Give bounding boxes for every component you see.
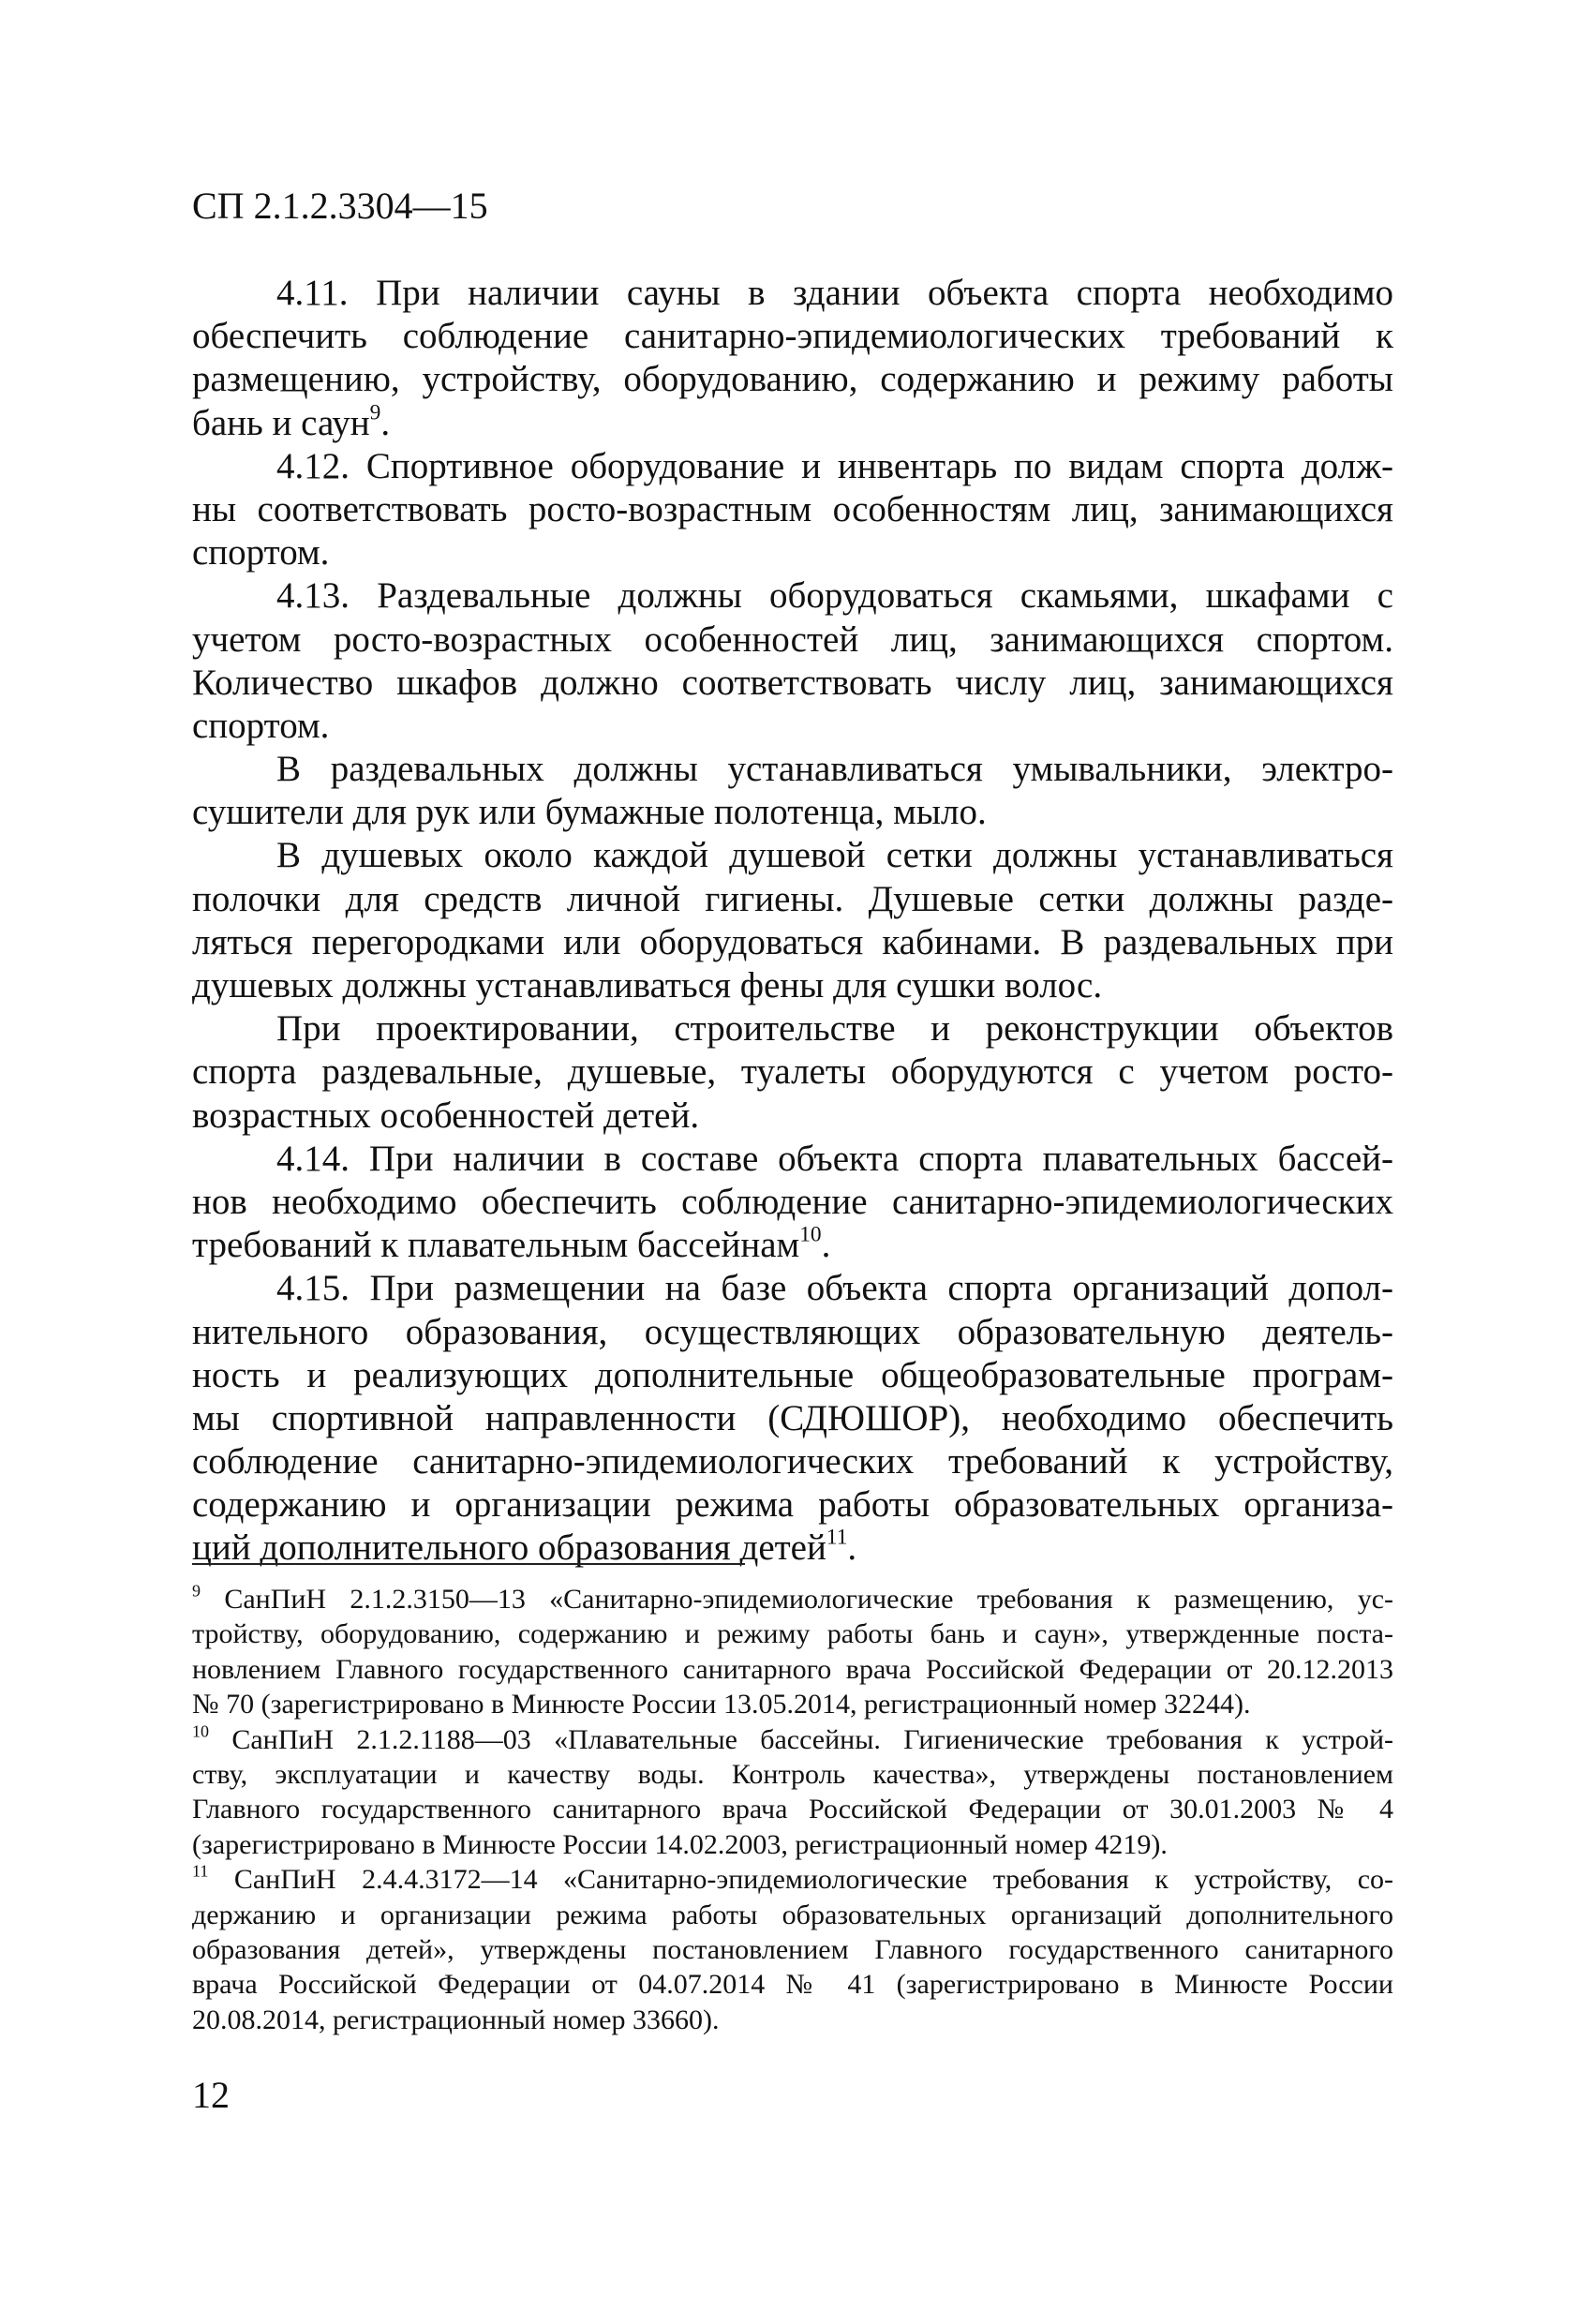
text-line: требований к плавательным бассейнам$^{10}$. [192, 1222, 831, 1266]
paragraph [192, 748, 1393, 834]
text-line: ны соответствовать росто-возрастным особенностям лиц, занимающихся [192, 488, 1393, 529]
paragraph [192, 1007, 1393, 1138]
paragraph [192, 574, 1393, 748]
text-line: полочки для средств личной гигиены. Душевые сетки должны разде- [192, 878, 1393, 919]
text-line: бань и саун$^9$. [192, 400, 391, 443]
text-line: 4.13. Раздевальные должны оборудоваться скамьями, шкафами с [276, 575, 1393, 617]
text-line: обеспечить соблюдение санитарно-эпидемиологических требований к [192, 316, 1393, 357]
text-line: спортом. [192, 705, 330, 746]
text-line: содержанию и организации режима работы образовательных организа- [192, 1484, 1393, 1526]
footnote [192, 1722, 1393, 1863]
footnote-line: врача Российской Федерации от 04.07.2014 № 41 (зарегистрировано в Минюсте России [192, 1969, 1393, 2001]
text-line: 4.12. Спортивное оборудование и инвентарь по видам спорта долж- [276, 445, 1393, 486]
text-line: возрастных особенностей детей. [192, 1095, 700, 1136]
text-line: ность и реализующих дополнительные общеобразовательные програм- [192, 1354, 1393, 1395]
page-number: 12 [192, 2074, 230, 2116]
paragraph [192, 1138, 1393, 1268]
text-line: 4.14. При наличии в составе объекта спорта плавательных бассей- [276, 1138, 1393, 1179]
footnote-line: 20.08.2014, регистрационный номер 33660). [192, 2004, 720, 2035]
footnote-ref: 10 [799, 1222, 822, 1247]
paragraph [192, 445, 1393, 575]
paragraph [192, 272, 1393, 445]
footnote-line: образования детей», утверждены постановлением Главного государственного санитарного [192, 1933, 1393, 1965]
footnote-ref: 11 [826, 1526, 848, 1551]
text-line: Количество шкафов должно соответствовать числу лиц, занимающихся [192, 662, 1393, 703]
text-line: 4.15. При размещении на базе объекта спорта организаций допол- [276, 1268, 1393, 1309]
text-line: мы спортивной направленности (СДЮШОР), необходимо обеспечить [192, 1397, 1393, 1438]
text-line: сушители для рук или бумажные полотенца, мыло. [192, 792, 987, 833]
footnote-line: тройству, оборудованию, содержанию и режиму работы бань и саун», утвержденные поста- [192, 1618, 1393, 1650]
footnote-line: (зарегистрировано в Минюсте России 14.02.2003, регистрационный номер 4219). [192, 1828, 1168, 1860]
document-header: СП 2.1.2.3304—15 [192, 185, 488, 227]
document-body [192, 272, 1393, 1571]
footnote-separator [192, 1563, 745, 1565]
text-line: нительного образования, осуществляющих образовательную деятель- [192, 1311, 1393, 1352]
paragraph [192, 834, 1393, 1007]
footnote-line: держанию и организации режима работы образовательных организаций дополнительного [192, 1899, 1393, 1930]
text-line: размещению, устройству, оборудованию, содержанию и режиму работы [192, 359, 1393, 400]
footnote-line: $^{11}$ СанПиН 2.4.4.3172—14 «Санитарно-эпидемиологические требования к устройству, со- [192, 1861, 1394, 1896]
footnote-line: новлением Главного государственного санитарного врача Российской Федерации от 20.12.2013 [192, 1653, 1393, 1685]
footnote-line: $^{10}$ СанПиН 2.1.2.1188—03 «Плавательные бассейны. Гигиенические требования к устрой- [192, 1721, 1394, 1755]
text-line: ляться перегородками или оборудоваться кабинами. В раздевальных при [192, 921, 1393, 962]
footnote-line: ству, эксплуатации и качеству воды. Контроль качества», утверждены постановлением [192, 1758, 1393, 1790]
footnote-number: 10 [192, 1721, 209, 1740]
footnote-line: $^9$ СанПиН 2.1.2.3150—13 «Санитарно-эпидемиологические требования к размещению, ус- [192, 1581, 1394, 1615]
text-line: учетом росто-возрастных особенностей лиц, занимающихся спортом. [192, 618, 1393, 660]
footnote [192, 1582, 1393, 1722]
text-line: спортом. [192, 532, 330, 574]
footnote-number: 11 [192, 1861, 209, 1881]
footnote-number: 9 [192, 1581, 201, 1601]
footnote-ref: 9 [369, 400, 381, 425]
footnotes [192, 1582, 1393, 2037]
footnote-line: № 70 (зарегистрировано в Минюсте России 13.05.2014, регистрационный номер 32244). [192, 1689, 1251, 1721]
footnote-line: Главного государственного санитарного врача Российской Федерации от 30.01.2003 № 4 [192, 1794, 1393, 1825]
text-line: При проектировании, строительстве и реконструкции объектов [276, 1008, 1393, 1050]
text-line: ций дополнительного образования детей$^{11}$. [192, 1526, 857, 1569]
text-line: 4.11. При наличии сауны в здании объекта спорта необходимо [276, 273, 1393, 313]
text-line: соблюдение санитарно-эпидемиологических требований к устройству, [192, 1441, 1393, 1482]
text-line: душевых должны устанавливаться фены для сушки волос. [192, 965, 1103, 1006]
text-line: спорта раздевальные, душевые, туалеты оборудуются с учетом росто- [192, 1051, 1393, 1093]
text-line: В душевых около каждой душевой сетки должны устанавливаться [276, 835, 1393, 876]
footnote [192, 1862, 1393, 2037]
paragraph [192, 1267, 1393, 1570]
text-line: В раздевальных должны устанавливаться умывальники, электро- [276, 749, 1393, 790]
text-line: нов необходимо обеспечить соблюдение санитарно-эпидемиологических [192, 1181, 1393, 1222]
